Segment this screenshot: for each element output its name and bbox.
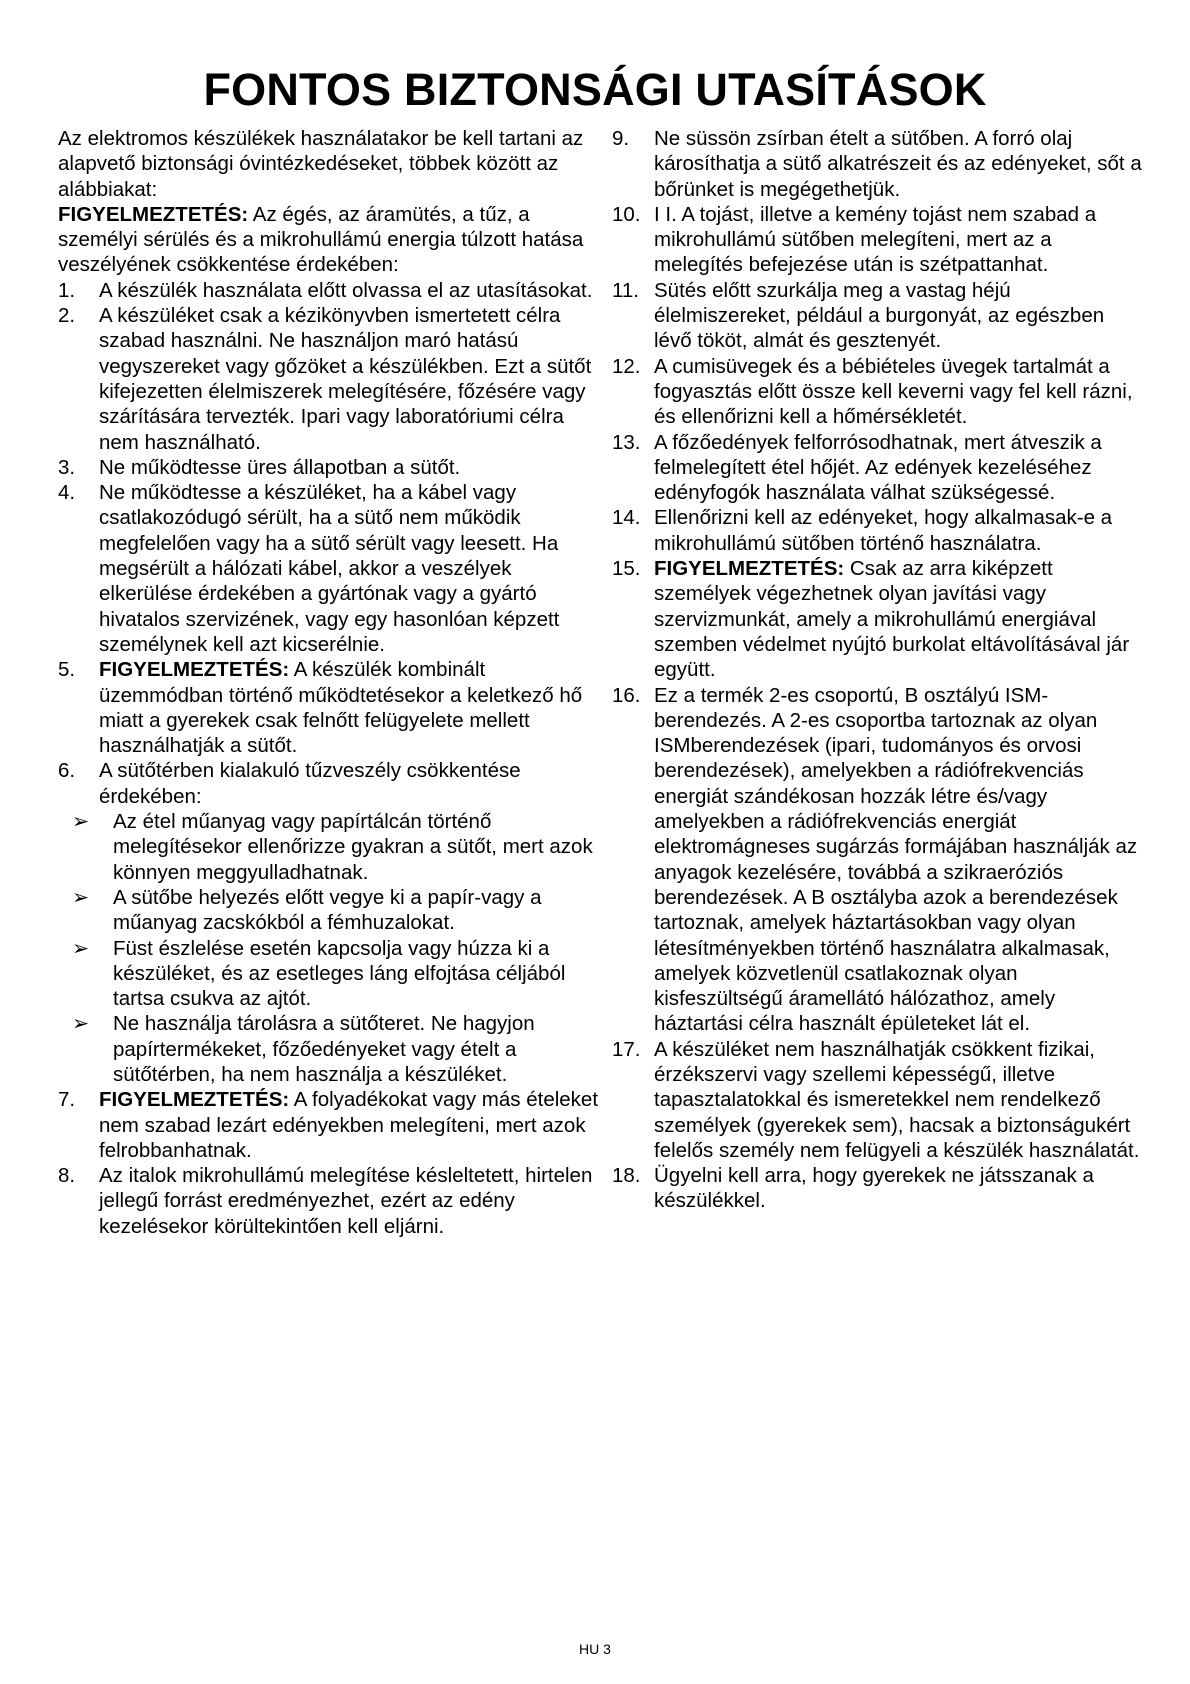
- item-text: A készüléket csak a kézikönyvben ismertetett célra szabad használni. Ne használjon maró hatású vegyszereket vagy gőzöket a készülékben. Ezt a sütőt kifejezetten élelmiszerek melegítésére, főzésére vagy szárítására tervezték. Ipari vagy laboratóriumi célra nem használható.: [99, 304, 592, 454]
- item-number: 6.: [58, 759, 76, 783]
- intro-warning: [58, 202, 602, 278]
- list-item-15: [612, 556, 1142, 682]
- arrow-bullet-icon: ➢: [72, 1012, 90, 1036]
- list-item-17: [612, 1037, 1142, 1163]
- arrow-bullet-icon: ➢: [72, 810, 90, 834]
- sub-item-text: Ne használja tárolásra a sütőteret. Ne hagyjon papírtermékeket, főzőedényeket vagy ételt a sütőtérben, ha nem használja a készüléket.: [113, 1012, 535, 1086]
- item-text: A készüléket nem használhatják csökkent fizikai, érzékszervi vagy szellemi képességű, illetve tapasztalatokkal és ismeretekkel nem rendelkező személyek (gyerekek sem), hacsak a biztonságukért felelős személy nem felügyeli a készülék használatát.: [654, 1037, 1140, 1162]
- intro-warning-text: Az égés, az áramütés, a tűz, a személyi sérülés és a mikrohullámú energia túlzott hatása veszélyének csökkentése érdekében:: [58, 202, 584, 277]
- item-text: A cumisüvegek és a bébiételes üvegek tartalmát a fogyasztás előtt össze kell keverni vagy fel kell rázni, és ellenőrizni kell a hőmérsékletét.: [654, 354, 1133, 429]
- list-item-18: [612, 1163, 1142, 1214]
- sub-item-text: A sütőbe helyezés előtt vegye ki a papír-vagy a műanyag zacskókból a fémhuzalokat.: [113, 885, 542, 935]
- item-text: A készülék kombinált üzemmódban történő működtetésekor a keletkező hő miatt a gyerekek csak felnőtt felügyelete mellett használhatják a sütőt.: [99, 658, 583, 758]
- warning-label: FIGYELMEZTETÉS:: [58, 202, 249, 226]
- arrow-bullet-icon: ➢: [72, 936, 90, 960]
- item-text: A folyadékokat vagy más ételeket nem szabad lezárt edényekben melegíteni, mert azok felrobbanhatnak.: [99, 1088, 599, 1162]
- item-number: 2.: [58, 304, 76, 328]
- warning-label: FIGYELMEZTETÉS:: [99, 1088, 290, 1112]
- item-text: I I. A tojást, illetve a kemény tojást nem szabad a mikrohullámú sütőben melegíteni, mert az a melegítés befejezése után is szétpattanhat.: [654, 202, 1097, 277]
- intro-text: Az elektromos készülékek használatakor be kell tartani az alapvető biztonsági óvintézkedéseket, többek között az alábbiakat:: [58, 127, 584, 201]
- left-column: [58, 126, 602, 1239]
- item-text: Az italok mikrohullámú melegítése késleltetett, hirtelen jellegű forrást eredményezhet, ezért az edény kezelésekor körültekintően kell eljárni.: [99, 1164, 593, 1238]
- list-item-1: [58, 278, 602, 303]
- item-text: Ne működtesse üres állapotban a sütőt.: [99, 455, 461, 479]
- item-number: 18.: [612, 1164, 641, 1188]
- item-text: A készülék használata előtt olvassa el az utasításokat.: [99, 278, 593, 302]
- item-text: Ne működtesse a készüléket, ha a kábel vagy csatlakozódugó sérült, ha a sütő nem működik megfelelően vagy ha a sütő sérült vagy leesett. Ha megsérült a hálózati kábel, akkor a veszélyek elkerülése érdekében a gyártónak vagy a gyártó hivatalos szervizének, vagy egy hasonlóan képzett személynek kell azt kicserélnie.: [99, 481, 560, 656]
- list-item-5: [58, 657, 602, 758]
- item-number: 13.: [612, 430, 641, 454]
- list-item-14: [612, 505, 1142, 556]
- list-item-12: [612, 354, 1142, 430]
- list-item-13: [612, 430, 1142, 506]
- arrow-bullet-icon: ➢: [72, 885, 90, 909]
- list-item-16: [612, 683, 1142, 1037]
- warning-label: FIGYELMEZTETÉS:: [99, 658, 290, 682]
- item-text: Csak az arra kiképzett személyek végezhetnek olyan javítási vagy szervizmunkát, amely a mikrohullámú energiával szemben védelmet nyújtó burkolat eltávolításával jár együtt.: [654, 557, 1130, 682]
- item-number: 15.: [612, 557, 641, 581]
- item-number: 8.: [58, 1164, 76, 1188]
- item-number: 16.: [612, 683, 641, 707]
- item-text: Ne süssön zsírban ételt a sütőben. A forró olaj károsíthatja a sütő alkatrészeit és az edényeket, sőt a bőrünket is megégethetjük.: [654, 127, 1142, 201]
- page-title: FONTOS BIZTONSÁGI UTASÍTÁSOK: [203, 64, 987, 115]
- item-number: 10.: [612, 202, 641, 226]
- item-text: Ez a termék 2-es csoportú, B osztályú ISM-berendezés. A 2-es csoportba tartoznak az olyan ISMberendezések (ipari, tudományos és orvosi berendezések), amelyekben a rádiófrekvenciás energiát szándékosan hozzák létre és/vagy amelyekben a rádiófrekvenciás energiát elektromágneses sugárzás formájában használják az anyagok kezelésére, továbbá a szikraeróziós berendezések. A B osztályba azok a berendezések tartoznak, amelyek háztartásokban vagy olyan létesítményekben történő használatra alkalmasak, amelyek közvetlenül csatlakoznak olyan kisfeszültségű áramellátó hálózathoz, amely háztartási célra használt épületeket lát el.: [654, 683, 1138, 1036]
- item-number: 4.: [58, 481, 76, 505]
- list-item-3: [58, 455, 602, 480]
- item-number: 11.: [612, 278, 639, 302]
- item-number: 5.: [58, 658, 76, 682]
- list-item-7: [58, 1087, 602, 1163]
- item-number: 1.: [58, 278, 76, 302]
- page-number: HU 3: [579, 1641, 611, 1657]
- item-number: 17.: [612, 1037, 641, 1061]
- item-text: A sütőtérben kialakuló tűzveszély csökkentése érdekében:: [99, 759, 521, 808]
- sub-item-1: [58, 809, 602, 885]
- list-item-2: [58, 303, 602, 455]
- list-item-11: [612, 278, 1142, 354]
- item-text: A főzőedények felforrósodhatnak, mert átveszik a felmelegített étel hőjét. Az edények kezeléséhez edényfogók használata válhat szükségessé.: [654, 430, 1102, 505]
- right-column: [612, 126, 1142, 1214]
- sub-item-3: [58, 936, 602, 1012]
- sub-item-text: Füst észlelése esetén kapcsolja vagy húzza ki a készüléket, és az esetleges láng elfojtása céljából tartsa csukva az ajtót.: [113, 936, 566, 1011]
- item-number: 12.: [612, 354, 641, 378]
- item-text: Sütés előtt szurkálja meg a vastag héjú élelmiszereket, például a burgonyát, az egészben lévő tököt, almát és gesztenyét.: [654, 278, 1105, 353]
- sub-item-4: [58, 1011, 602, 1087]
- list-item-6: [58, 758, 602, 809]
- item-text: Ügyelni kell arra, hogy gyerekek ne játsszanak a készülékkel.: [654, 1164, 1094, 1213]
- item-number: 3.: [58, 455, 76, 479]
- list-item-4: [58, 480, 602, 657]
- warning-label: FIGYELMEZTETÉS:: [654, 557, 845, 581]
- intro: [58, 126, 602, 278]
- item-text: Ellenőrizni kell az edényeket, hogy alkalmasak-e a mikrohullámú sütőben történő használatra.: [654, 506, 1113, 555]
- sub-item-text: Az étel műanyag vagy papírtálcán történő melegítésekor ellenőrizze gyakran a sütőt, mert azok könnyen meggyulladhatnak.: [113, 810, 593, 884]
- list-item-10: [612, 202, 1142, 278]
- list-item-8: [58, 1163, 602, 1239]
- item-number: 7.: [58, 1088, 76, 1112]
- list-item-9: [612, 126, 1142, 202]
- item-number: 9.: [612, 127, 630, 150]
- sub-item-2: [58, 885, 602, 936]
- item-number: 14.: [612, 506, 641, 530]
